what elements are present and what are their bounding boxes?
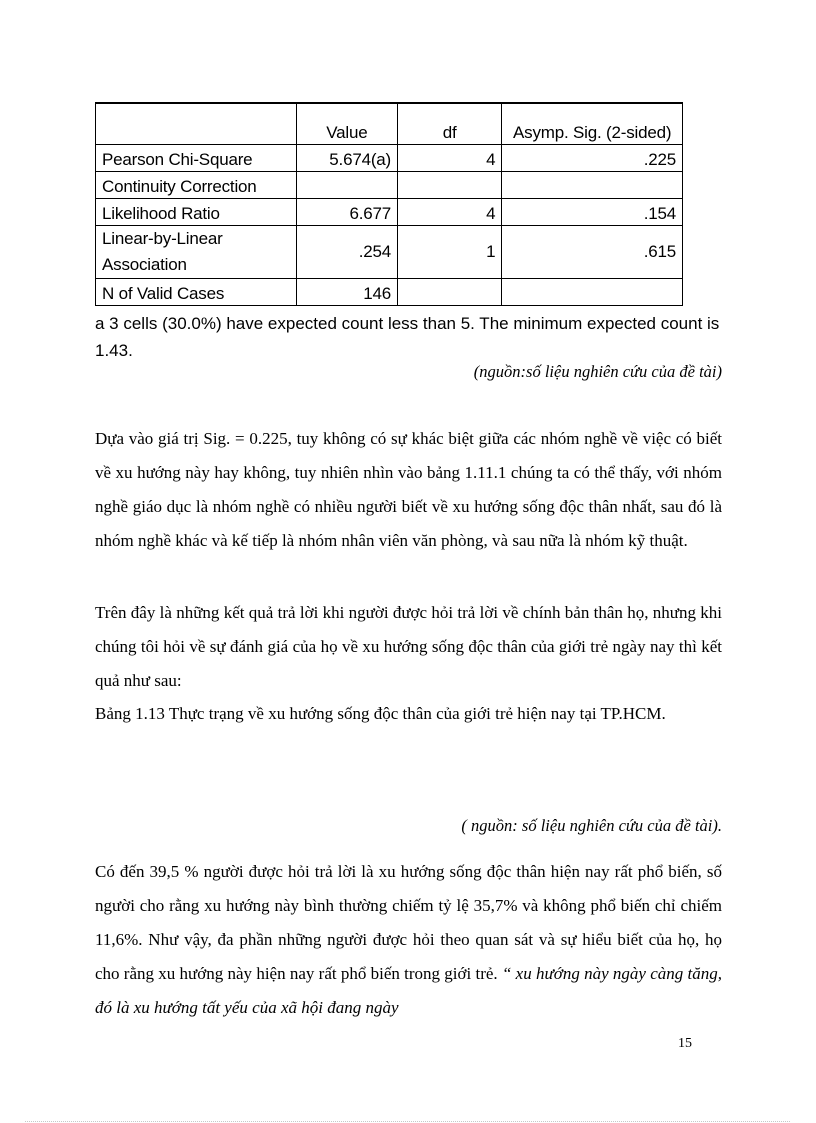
quoted-text: “ xu hướng này ngày càng tăng, đó là xu hướng tất yếu của xã hội đang ngày	[95, 964, 722, 1017]
row-label: Continuity Correction	[96, 172, 297, 199]
table-footnote: a 3 cells (30.0%) have expected count less than 5. The minimum expected count is 1.43.	[95, 314, 720, 360]
source-citation: (nguồn:số liệu nghiên cứu của đề tài)	[473, 362, 722, 381]
body-paragraph: Trên đây là những kết quả trả lời khi người được hỏi trả lời về chính bản thân họ, nhưng khi chúng tôi hỏi về sự đánh giá của họ về xu hướng sống độc thân của giới trẻ ngày nay thì kết quả như sau:	[95, 603, 722, 690]
body-paragraph: Dựa vào giá trị Sig. = 0.225, tuy không có sự khác biệt giữa các nhóm nghề về việc có biết về xu hướng này hay không, tuy nhiên nhìn vào bảng 1.11.1 chúng ta có thể thấy, với nhóm nghề giáo dục là nhóm nghề có nhiều người biết về xu hướng sống độc thân nhất, sau đó là nhóm nghề khác và kế tiếp là nhóm nhân viên văn phòng, và sau nữa là nhóm kỹ thuật.	[95, 429, 722, 550]
row-label: Pearson Chi-Square	[96, 145, 297, 172]
sig-cell: .154	[502, 199, 683, 226]
table-row	[96, 199, 683, 226]
sig-cell	[502, 279, 683, 306]
header-cell-sig: Asymp. Sig. (2-sided)	[502, 103, 683, 145]
sig-cell	[502, 172, 683, 199]
df-cell: 4	[398, 145, 502, 172]
page-number: 15	[678, 1036, 692, 1051]
value-cell: 146	[296, 279, 397, 306]
value-cell: .254	[296, 226, 397, 279]
row-label: Likelihood Ratio	[96, 199, 297, 226]
table-row	[96, 279, 683, 306]
source-citation: ( nguồn: số liệu nghiên cứu của đề tài).	[461, 816, 722, 835]
header-cell-value: Value	[296, 103, 397, 145]
sig-cell: .225	[502, 145, 683, 172]
table-row	[96, 172, 683, 199]
header-cell-df: df	[398, 103, 502, 145]
table-row	[96, 226, 683, 279]
value-cell: 6.677	[296, 199, 397, 226]
df-cell	[398, 172, 502, 199]
df-cell: 1	[398, 226, 502, 279]
table-caption: Bảng 1.13 Thực trạng về xu hướng sống độc thân của giới trẻ hiện nay tại TP.HCM.	[95, 704, 666, 723]
page-bottom-divider	[25, 1121, 790, 1122]
paragraph-text: Có đến 39,5 % người được hỏi trả lời là xu hướng sống độc thân hiện nay rất phổ biến, số người cho rằng xu hướng này bình thường chiếm tỷ lệ 35,7% và không phổ biến chỉ chiếm 11,6%. Như vậy, đa phần những người được hỏi theo quan sát và sự hiểu biết của họ, họ cho rằng xu hướng này hiện nay rất phổ biến trong giới trẻ.	[95, 862, 722, 983]
df-cell: 4	[398, 199, 502, 226]
row-label: N of Valid Cases	[96, 279, 297, 306]
value-cell	[296, 172, 397, 199]
value-cell: 5.674(a)	[296, 145, 397, 172]
header-cell-empty	[96, 103, 297, 145]
row-label: Linear-by-Linear Association	[96, 226, 297, 279]
chi-square-table	[95, 102, 683, 306]
df-cell	[398, 279, 502, 306]
table-row	[96, 145, 683, 172]
table-header-row	[96, 103, 683, 145]
sig-cell: .615	[502, 226, 683, 279]
body-paragraph	[95, 855, 722, 1025]
